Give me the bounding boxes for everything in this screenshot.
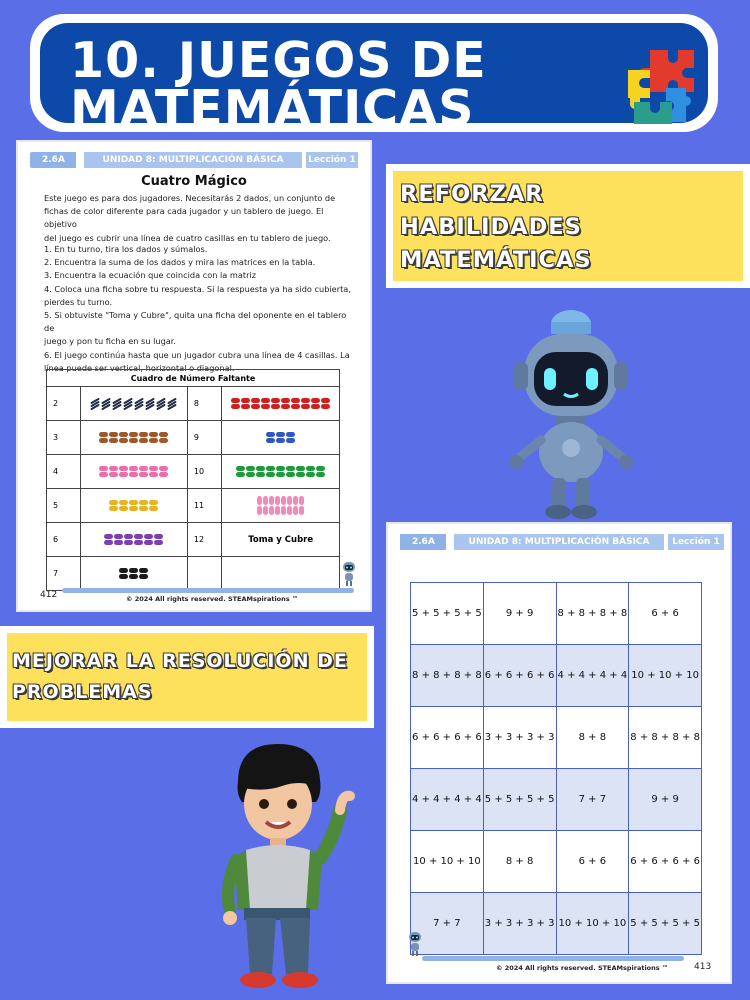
sum-cell: 5 (47, 489, 81, 523)
array-item (159, 438, 168, 443)
boy-illustration (208, 742, 358, 992)
array-item (286, 438, 295, 443)
array-cell (80, 523, 187, 557)
table-row (47, 557, 340, 591)
unit-code-badge: 2.6A (30, 152, 76, 168)
table-row (47, 387, 340, 421)
title-line-1: 10. JUEGOS DE (70, 32, 487, 89)
array-item (256, 472, 265, 477)
array-item (257, 506, 262, 515)
array-item (291, 404, 300, 409)
board-cell[interactable]: 10 + 10 + 10 (411, 831, 484, 893)
array-item (275, 506, 280, 515)
array-item (281, 404, 290, 409)
array-cell (222, 455, 340, 489)
array-item (109, 438, 118, 443)
array-item (109, 500, 118, 505)
array-item (316, 472, 325, 477)
array-item (134, 534, 143, 539)
array-item (266, 432, 275, 437)
array-item (149, 472, 158, 477)
array-item (159, 466, 168, 471)
array-item (144, 534, 153, 539)
array-item (246, 466, 255, 471)
rule-line: 4. Coloca una ficha sobre tu respuesta. Si la respuesta ya ha sido cubierta, (44, 283, 351, 294)
array-item (261, 404, 270, 409)
board-cell[interactable]: 5 + 5 + 5 + 5 (411, 583, 484, 645)
array-item (306, 472, 315, 477)
array-item (271, 404, 280, 409)
callout-mejorar-text (12, 646, 348, 708)
array-item (99, 466, 108, 471)
array-item (269, 506, 274, 515)
array-item (263, 506, 268, 515)
sum-cell: 10 (187, 455, 221, 489)
array-item (139, 568, 148, 573)
array-item (99, 438, 108, 443)
array-item (301, 404, 310, 409)
page-header-left (30, 152, 358, 168)
array-item (154, 534, 163, 539)
array-item (159, 432, 168, 437)
array-item (104, 534, 113, 539)
intro-line: Este juego es para dos jugadores. Necesitarás 2 dados, un conjunto de (44, 193, 336, 203)
rule-line: pierdes tu turno. (44, 296, 113, 307)
array-cell (222, 489, 340, 523)
array-item (286, 432, 295, 437)
array-item (104, 540, 113, 545)
board-cell[interactable]: 6 + 6 + 6 + 6 (629, 831, 702, 893)
callout-line: MATEMÁTICAS (400, 247, 592, 273)
board-cell[interactable]: 8 + 8 + 8 + 8 (629, 707, 702, 769)
board-cell[interactable]: 4 + 4 + 4 + 4 (411, 769, 484, 831)
unit-code-badge: 2.6A (400, 534, 446, 550)
sum-cell: 12 (187, 523, 221, 557)
game-board (410, 582, 702, 955)
worksheet-title: Cuatro Mágico (141, 174, 247, 189)
board-cell[interactable]: 8 + 8 + 8 + 8 (411, 645, 484, 707)
copyright-text: © 2024 All rights reserved. STEAMspirations ™ (126, 595, 299, 603)
sum-cell: 7 (47, 557, 81, 591)
array-item (266, 472, 275, 477)
sum-cell: 8 (187, 387, 221, 421)
array-item (321, 404, 330, 409)
puzzle-icon (622, 44, 706, 130)
array-item (139, 466, 148, 471)
array-item (287, 506, 292, 515)
footer-bar (422, 956, 684, 961)
array-item (281, 506, 286, 515)
mini-robot-icon (340, 560, 358, 588)
array-item (276, 472, 285, 477)
callout-mejorar (0, 626, 374, 728)
rule-line: 5. Si obtuviste "Toma y Cubre", quita una ficha del oponente en el tablero de (44, 310, 347, 334)
rule-line: 1. En tu turno, tira los dados y súmalos. (44, 244, 208, 254)
mini-robot-icon (406, 930, 424, 958)
board-cell[interactable]: 7 + 7 (556, 769, 629, 831)
array-item (124, 534, 133, 539)
empty-cell (222, 557, 340, 591)
array-item (139, 506, 148, 511)
array-item (129, 472, 138, 477)
board-cell[interactable]: 4 + 4 + 4 + 4 (556, 645, 629, 707)
array-item (154, 540, 163, 545)
rules-list (44, 243, 358, 375)
table-row (47, 489, 340, 523)
toma-y-cubre-cell: Toma y Cubre (222, 523, 340, 557)
array-item (139, 438, 148, 443)
array-item (291, 398, 300, 403)
array-item (301, 398, 310, 403)
array-item (287, 496, 292, 505)
array-item (293, 506, 298, 515)
array-item (321, 398, 330, 403)
sum-cell: 11 (187, 489, 221, 523)
array-cell (80, 489, 187, 523)
array-item (246, 472, 255, 477)
page-number: 412 (40, 590, 58, 600)
rule-line: 2. Encuentra la suma de los dados y mira las matrices en la tabla. (44, 257, 316, 268)
array-item (149, 432, 158, 437)
board-cell[interactable]: 8 + 8 + 8 + 8 (556, 583, 629, 645)
callout-line: MEJORAR LA RESOLUCIÓN DE (12, 650, 348, 672)
array-item (286, 466, 295, 471)
array-item (119, 574, 128, 579)
array-item (129, 506, 138, 511)
array-cell (80, 557, 187, 591)
table-row (47, 421, 340, 455)
array-item (149, 438, 158, 443)
array-item (299, 496, 304, 505)
lesson-badge: Lección 1 (668, 534, 724, 550)
worksheet-page-right (388, 524, 730, 982)
board-cell[interactable]: 6 + 6 (556, 831, 629, 893)
board-row (411, 831, 702, 893)
board-cell[interactable]: 3 + 3 + 3 + 3 (483, 707, 556, 769)
array-item (119, 432, 128, 437)
array-item (275, 496, 280, 505)
array-item (119, 568, 128, 573)
board-cell[interactable]: 6 + 6 (629, 583, 702, 645)
board-row (411, 583, 702, 645)
array-item (296, 472, 305, 477)
array-item (266, 466, 275, 471)
array-item (149, 500, 158, 505)
rule-line: 3. Encuentra la ecuación que coincida con la matriz (44, 270, 257, 281)
sum-cell: 3 (47, 421, 81, 455)
array-cell (80, 421, 187, 455)
callout-line: HABILIDADES (400, 214, 582, 240)
array-item (129, 432, 138, 437)
page-title (70, 32, 487, 137)
array-item (261, 398, 270, 403)
intro-line: del juego es cubrir una línea de cuatro casillas en tu tablero de juego. (44, 232, 331, 243)
array-item (256, 466, 265, 471)
board-row (411, 707, 702, 769)
sum-cell: 6 (47, 523, 81, 557)
array-item (134, 540, 143, 545)
array-item (293, 496, 298, 505)
lesson-badge: Lección 1 (306, 152, 358, 168)
title-banner-inner (40, 23, 708, 137)
array-item (99, 432, 108, 437)
array-item (236, 466, 245, 471)
page-header-right (400, 534, 718, 550)
array-item (251, 398, 260, 403)
unit-title-banner: UNIDAD 8: MULTIPLICACIÓN BÁSICA (454, 534, 664, 550)
array-item (139, 472, 148, 477)
array-item (114, 534, 123, 539)
array-item (129, 568, 138, 573)
array-item (129, 466, 138, 471)
array-item (119, 438, 128, 443)
page-number: 413 (694, 962, 712, 972)
array-item (129, 438, 138, 443)
table-row (47, 455, 340, 489)
array-item (109, 506, 118, 511)
sum-cell (187, 557, 221, 591)
array-item (257, 496, 262, 505)
intro-line: fichas de color diferente para cada jugador y un tablero de juego. El objetivo (44, 206, 324, 230)
rule-line: línea puede ser vertical, horizontal o diagonal. (44, 362, 235, 373)
array-item (276, 438, 285, 443)
rule-line: 6. El juego continúa hasta que un jugador cubra una línea de 4 casillas. La (44, 349, 350, 360)
board-cell[interactable]: 5 + 5 + 5 + 5 (629, 893, 702, 955)
array-cell (222, 387, 340, 421)
table-row (47, 523, 340, 557)
board-cell[interactable]: 8 + 8 (483, 831, 556, 893)
array-item (286, 472, 295, 477)
board-cell[interactable]: 10 + 10 + 10 (556, 893, 629, 955)
array-item (129, 574, 138, 579)
array-item (129, 500, 138, 505)
array-item (269, 496, 274, 505)
array-item (306, 466, 315, 471)
array-item (119, 466, 128, 471)
board-row (411, 893, 702, 955)
array-item (311, 404, 320, 409)
callout-reforzar-text (400, 178, 592, 277)
board-cell[interactable]: 9 + 9 (483, 583, 556, 645)
board-cell[interactable]: 10 + 10 + 10 (629, 645, 702, 707)
array-item (251, 404, 260, 409)
callout-line: REFORZAR (400, 181, 544, 207)
board-row (411, 769, 702, 831)
board-row (411, 645, 702, 707)
array-item (109, 466, 118, 471)
board-cell[interactable]: 8 + 8 (556, 707, 629, 769)
sum-cell: 9 (187, 421, 221, 455)
array-item (241, 404, 250, 409)
array-item (271, 398, 280, 403)
array-item (124, 540, 133, 545)
array-item (316, 466, 325, 471)
title-line-2: MATEMÁTICAS (70, 80, 475, 137)
array-item (149, 506, 158, 511)
array-cell (222, 421, 340, 455)
array-item (276, 432, 285, 437)
array-item (144, 540, 153, 545)
array-item (299, 506, 304, 515)
array-item (119, 472, 128, 477)
unit-title-banner: UNIDAD 8: MULTIPLICACIÓN BÁSICA (84, 152, 302, 168)
board-cell[interactable]: 7 + 7 (411, 893, 484, 955)
worksheet-page-left (18, 142, 370, 610)
array-item (241, 398, 250, 403)
footer-bar (62, 588, 354, 593)
table-title: Cuadro de Número Faltante (47, 370, 340, 387)
array-item (119, 506, 128, 511)
array-item (281, 496, 286, 505)
array-cell (80, 387, 187, 421)
array-item (311, 398, 320, 403)
array-item (114, 540, 123, 545)
robot-illustration (496, 302, 646, 522)
array-item (296, 466, 305, 471)
copyright-text: © 2024 All rights reserved. STEAMspirations ™ (496, 964, 669, 972)
array-item (109, 432, 118, 437)
array-cell (80, 455, 187, 489)
missing-number-table (46, 369, 340, 591)
array-item (231, 404, 240, 409)
board-cell[interactable]: 3 + 3 + 3 + 3 (483, 893, 556, 955)
array-item (266, 438, 275, 443)
array-item (236, 472, 245, 477)
sum-cell: 4 (47, 455, 81, 489)
array-item (281, 398, 290, 403)
board-cell[interactable]: 5 + 5 + 5 + 5 (483, 769, 556, 831)
array-item (149, 466, 158, 471)
array-item (139, 432, 148, 437)
array-item (119, 500, 128, 505)
array-item (139, 500, 148, 505)
board-cell[interactable]: 9 + 9 (629, 769, 702, 831)
board-cell[interactable]: 6 + 6 + 6 + 6 (483, 645, 556, 707)
array-item (159, 472, 168, 477)
array-item (263, 496, 268, 505)
array-item (139, 574, 148, 579)
callout-reforzar (386, 164, 750, 288)
intro-text (44, 192, 358, 245)
array-item (276, 466, 285, 471)
array-item (231, 398, 240, 403)
title-banner (30, 14, 718, 137)
rule-line: juego y pon tu ficha en su lugar. (44, 336, 177, 347)
array-item (99, 472, 108, 477)
array-item (109, 472, 118, 477)
board-cell[interactable]: 6 + 6 + 6 + 6 (411, 707, 484, 769)
sum-cell: 2 (47, 387, 81, 421)
callout-line: PROBLEMAS (12, 681, 153, 703)
